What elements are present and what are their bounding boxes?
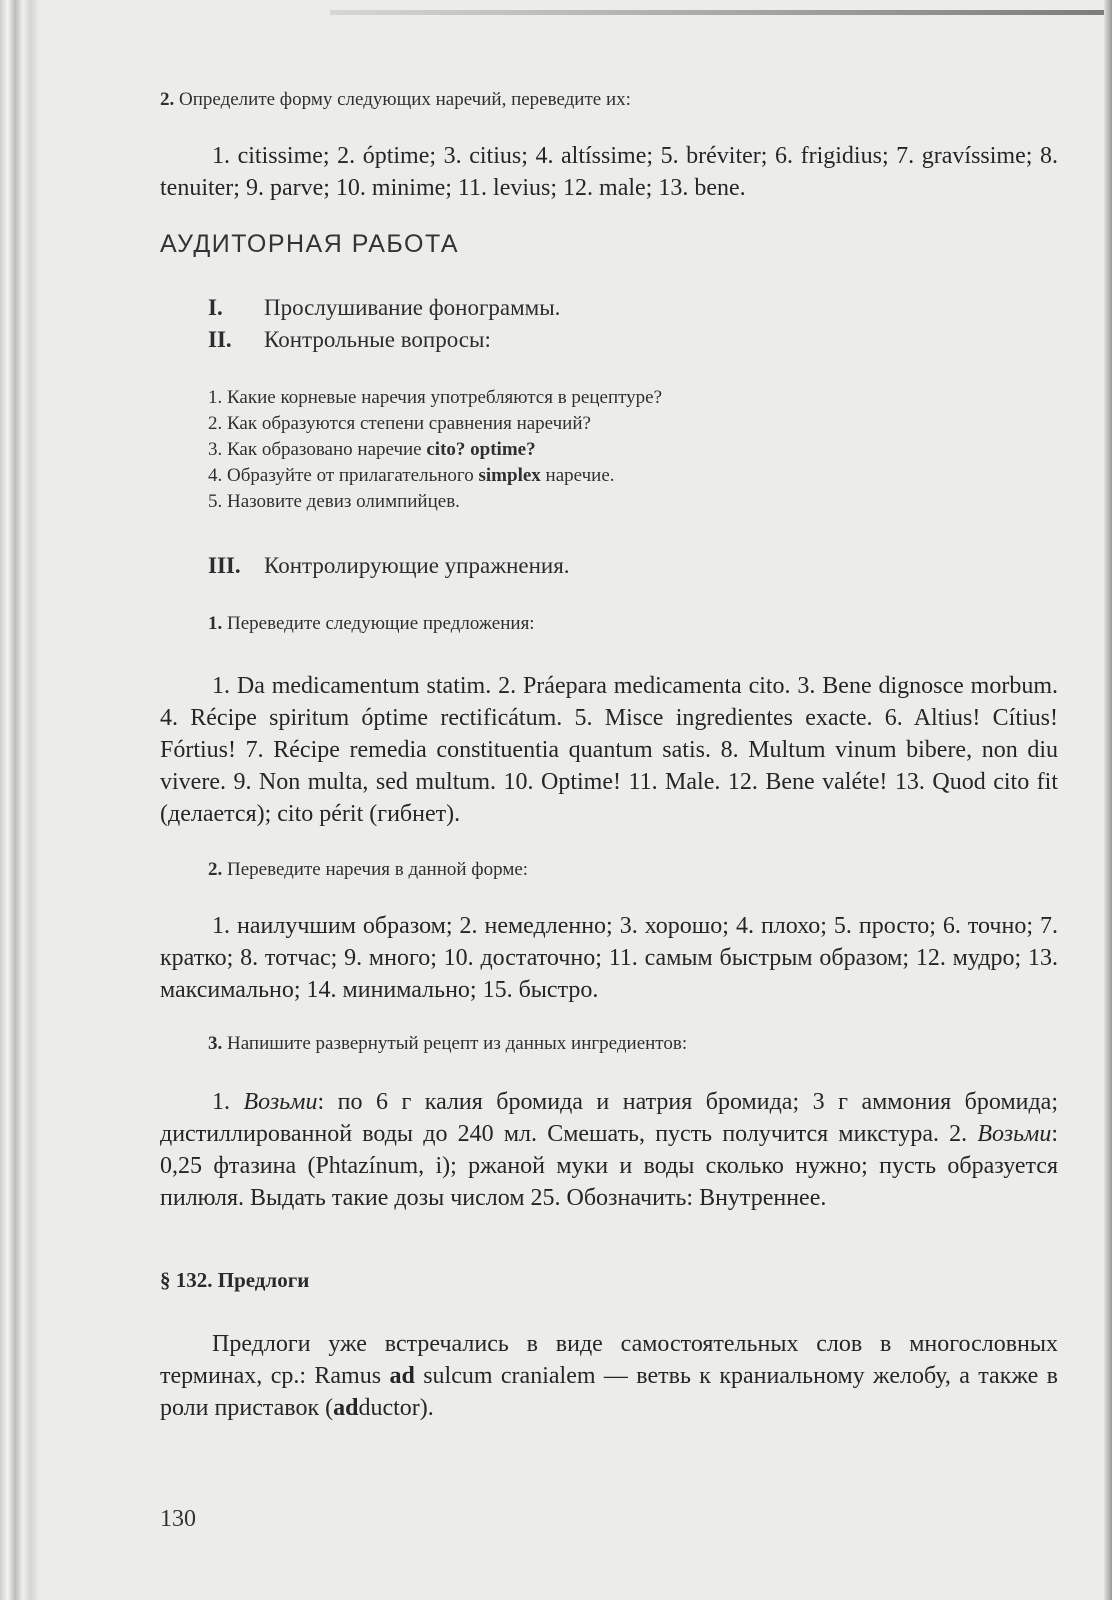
paragraph-title: § 132. Предлоги: [160, 1268, 310, 1292]
prepositions-paragraph: Предлоги уже встречались в виде самостоятельных слов в многословных терминах, ср.: Ramus ad sulcum cranialem — ветвь к краниальному желобу, а также в роли приставок (adductor).: [160, 1331, 1058, 1421]
exercise-2-heading: 2. Определите форму следующих наречий, переведите их:: [160, 89, 631, 110]
question-4: 4. Образуйте от прилагательного simplex наречие.: [208, 465, 615, 486]
part-2-heading: II. Контрольные вопросы:: [208, 327, 491, 352]
section-title: АУДИТОРНАЯ РАБОТА: [160, 230, 460, 258]
translate-adverbs-heading: 2. Переведите наречия в данной форме:: [208, 859, 529, 880]
prescription-heading: 3. Напишите развернутый рецепт из данных ингредиентов:: [208, 1033, 688, 1054]
exercise-2-body: 1. citissime; 2. óptime; 3. citius; 4. altíssime; 5. bréviter; 6. frigidius; 7. gravíssime; 8. tenuiter; 9. parve; 10. minime; 11. levius; 12. male; 13. bene.: [160, 143, 1058, 201]
part-1-heading: I. Прослушивание фонограммы.: [208, 295, 561, 320]
translate-sentences-heading: 1. Переведите следующие предложения:: [208, 613, 535, 634]
translate-sentences-body: 1. Da medicamentum statim. 2. Práepara medicamenta cito. 3. Bene dignosce morbum. 4. Récipe spiritum óptime rectificátum. 5. Misce ingredientes exacte. 6. Altius! Cítius! Fórtius! 7. Récipe remedia constituentia quantum satis. 8. Multum vinum bibere, non diu vivere. 9. Non multa, sed multum. 10. Optime! 11. Male. 12. Bene valéte! 13. Quod cito fit (делается); cito périt (гибнет).: [160, 673, 1058, 827]
question-2: 2. Как образуются степени сравнения наречий?: [208, 413, 591, 434]
question-5: 5. Назовите девиз олимпийцев.: [208, 491, 460, 512]
prescription-body: 1. Возьми: по 6 г калия бромида и натрия бромида; 3 г аммония бромида; дистиллированной воды до 240 мл. Смешать, пусть получится микстура. 2. Возьми: 0,25 фтазина (Phtazínum, i); ржаной муки и воды сколько нужно; пусть образуется пилюля. Выдать такие дозы числом 25. Обозначить: Внутреннее.: [160, 1089, 1059, 1211]
control-questions-list: [208, 385, 1008, 515]
question-1: 1. Какие корневые наречия употребляются в рецептуре?: [208, 387, 663, 408]
translate-adverbs-body: 1. наилучшим образом; 2. немедленно; 3. хорошо; 4. плохо; 5. просто; 6. точно; 7. кратко; 8. тотчас; 9. много; 10. достаточно; 11. самым быстрым образом; 12. мудро; 13. максимально; 14. минимально; 15. быстро.: [160, 913, 1058, 1003]
page-number: 130: [160, 1506, 196, 1532]
question-3: 3. Как образовано наречие cito? optime?: [208, 439, 536, 460]
part-3-heading: III. Контролирующие упражнения.: [208, 553, 570, 578]
